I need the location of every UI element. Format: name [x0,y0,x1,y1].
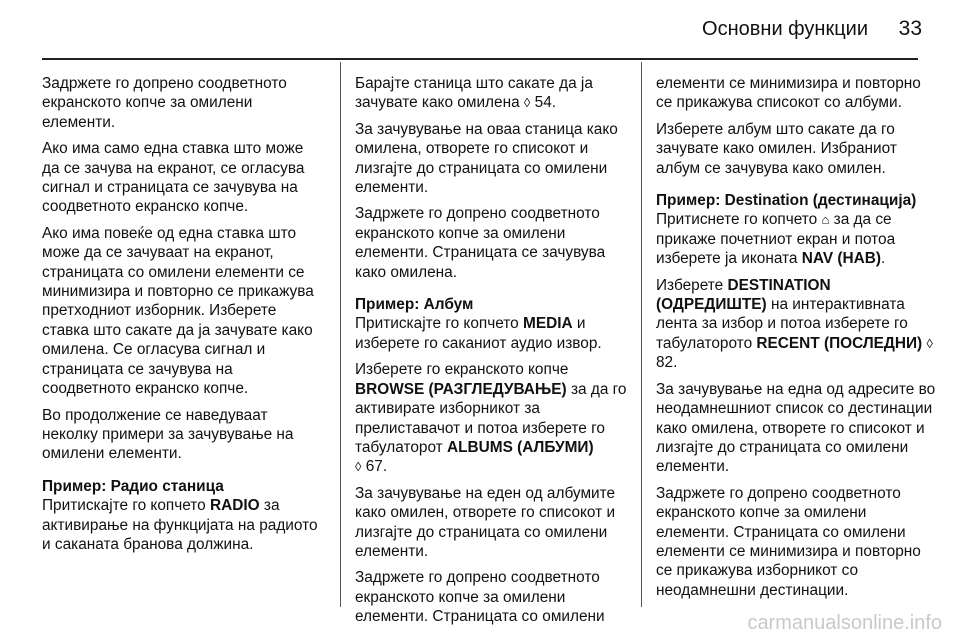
radio-button-label: RADIO [210,497,260,515]
example-radio: Пример: Радио станица Притискајте го копчето RADIO за активирање на функцијата на радиото и саканата бранова должина. [42,477,324,555]
paragraph: Барајте станица што сакате да ја зачувате како омилена ◊ 54. [355,75,593,112]
column-1 [42,74,324,561]
paragraph: Во продолжение се наведуваат неколку примери за зачувување на омилени елементи. [42,406,294,463]
section-heading: Пример: Албум [355,296,474,314]
paragraph: Задржете го допрено соодветното екранското копче за омилени елементи. Страницата со омилени елементи се минимизира и повторно се прикажува изборникот со неодамнешни дестинации. [656,484,921,599]
paragraph: Изберете албум што сакате да го зачувате како омилен. Избраниот албум се зачувува како омилен. [656,120,897,177]
example-destination: Пример: Destination (дестинација) Притиснете го копчето ⌂ за да се прикаже почетниот екран и потоа изберете ја иконата NAV (НАВ). [656,191,941,269]
paragraph: За зачувување на оваа станица како омилена, отворете го списокот и лизгајте до страницата со омилени елементи. [355,120,618,197]
section-heading: Пример: Радио станица [42,477,224,495]
paragraph: Ако има повеќе од една ставка што може да се зачуваат на екранот, страницата со омилени елементи се минимизира и повторно се прикажува претходниот изборник. Изберете ставка што сакате да ја зачувате како омилена. Се огласува сигнал и страницата се зачувува на соодветното екранско копче. [42,224,314,398]
paragraph: Задржете го допрено соодветното екранското копче за омилени елементи. Страницата со омилени [355,569,605,626]
paragraph: Изберете го екранското копче BROWSE (РАЗГЛЕДУВАЊЕ) за да го активирате изборникот за прелиставачот и потоа изберете го табулаторот ALBUMS (АЛБУМИ) ◊ 67. [355,361,627,476]
nav-icon-label: NAV (НАВ) [801,250,881,268]
home-icon: ⌂ [821,212,830,228]
paragraph: За зачувување на еден од албумите како омилен, отворете го списокот и лизгајте до страницата со омилени елементи. [355,484,616,560]
page-number: 33 [898,17,922,40]
destination-label: DESTINATION (ОДРЕДИШТЕ) [656,276,831,314]
section-heading: Пример: Destination (дестинација) [656,192,917,210]
paragraph: Изберете DESTINATION (ОДРЕДИШТЕ) на интерактивната лента за избор и потоа изберете го табулаторото RECENT (ПОСЛЕДНИ) ◊ 82. [656,276,933,372]
column-3 [656,74,941,607]
paragraph: За зачувување на една од адресите во неодамнешниот список со дестинации како омилена, отворете го списокот и лизгајте до страницата со омилени елементи. [656,380,936,476]
albums-tab-label: ALBUMS (АЛБУМИ) [447,438,594,456]
paragraph: елементи се минимизира и повторно се прикажува списокот со албуми. [656,75,921,112]
media-button-label: MEDIA [523,315,573,333]
watermark: carmanualsonline.info [747,612,942,634]
recent-tab-label: RECENT (ПОСЛЕДНИ) [756,334,923,352]
reference-icon: ◊ [523,95,531,111]
page-header [0,0,960,62]
paragraph: Задржете го допрено соодветното екранското копче за омилени елементи. [42,75,287,131]
page-title: Основни функции [702,18,868,40]
paragraph: Ако има само една ставка што може да се зачува на екранот, се огласува сигнал и страницата се зачувува на соодветното екранско копче. [42,140,305,216]
header-rule [42,58,918,60]
example-album: Пример: Албум Притискајте го копчето MEDIA и изберете го саканиот аудио извор. [355,295,638,353]
paragraph: Задржете го допрено соодветното екранското копче за омилени елементи. Страницата се зачувува како омилена. [355,205,606,281]
column-2 [355,74,638,634]
reference-icon: ◊ [355,459,362,475]
browse-button-label: BROWSE (РАЗГЛЕДУВАЊЕ) [355,380,567,398]
reference-icon: ◊ [926,335,933,351]
recent-ref: ◊ 82. [656,335,933,372]
